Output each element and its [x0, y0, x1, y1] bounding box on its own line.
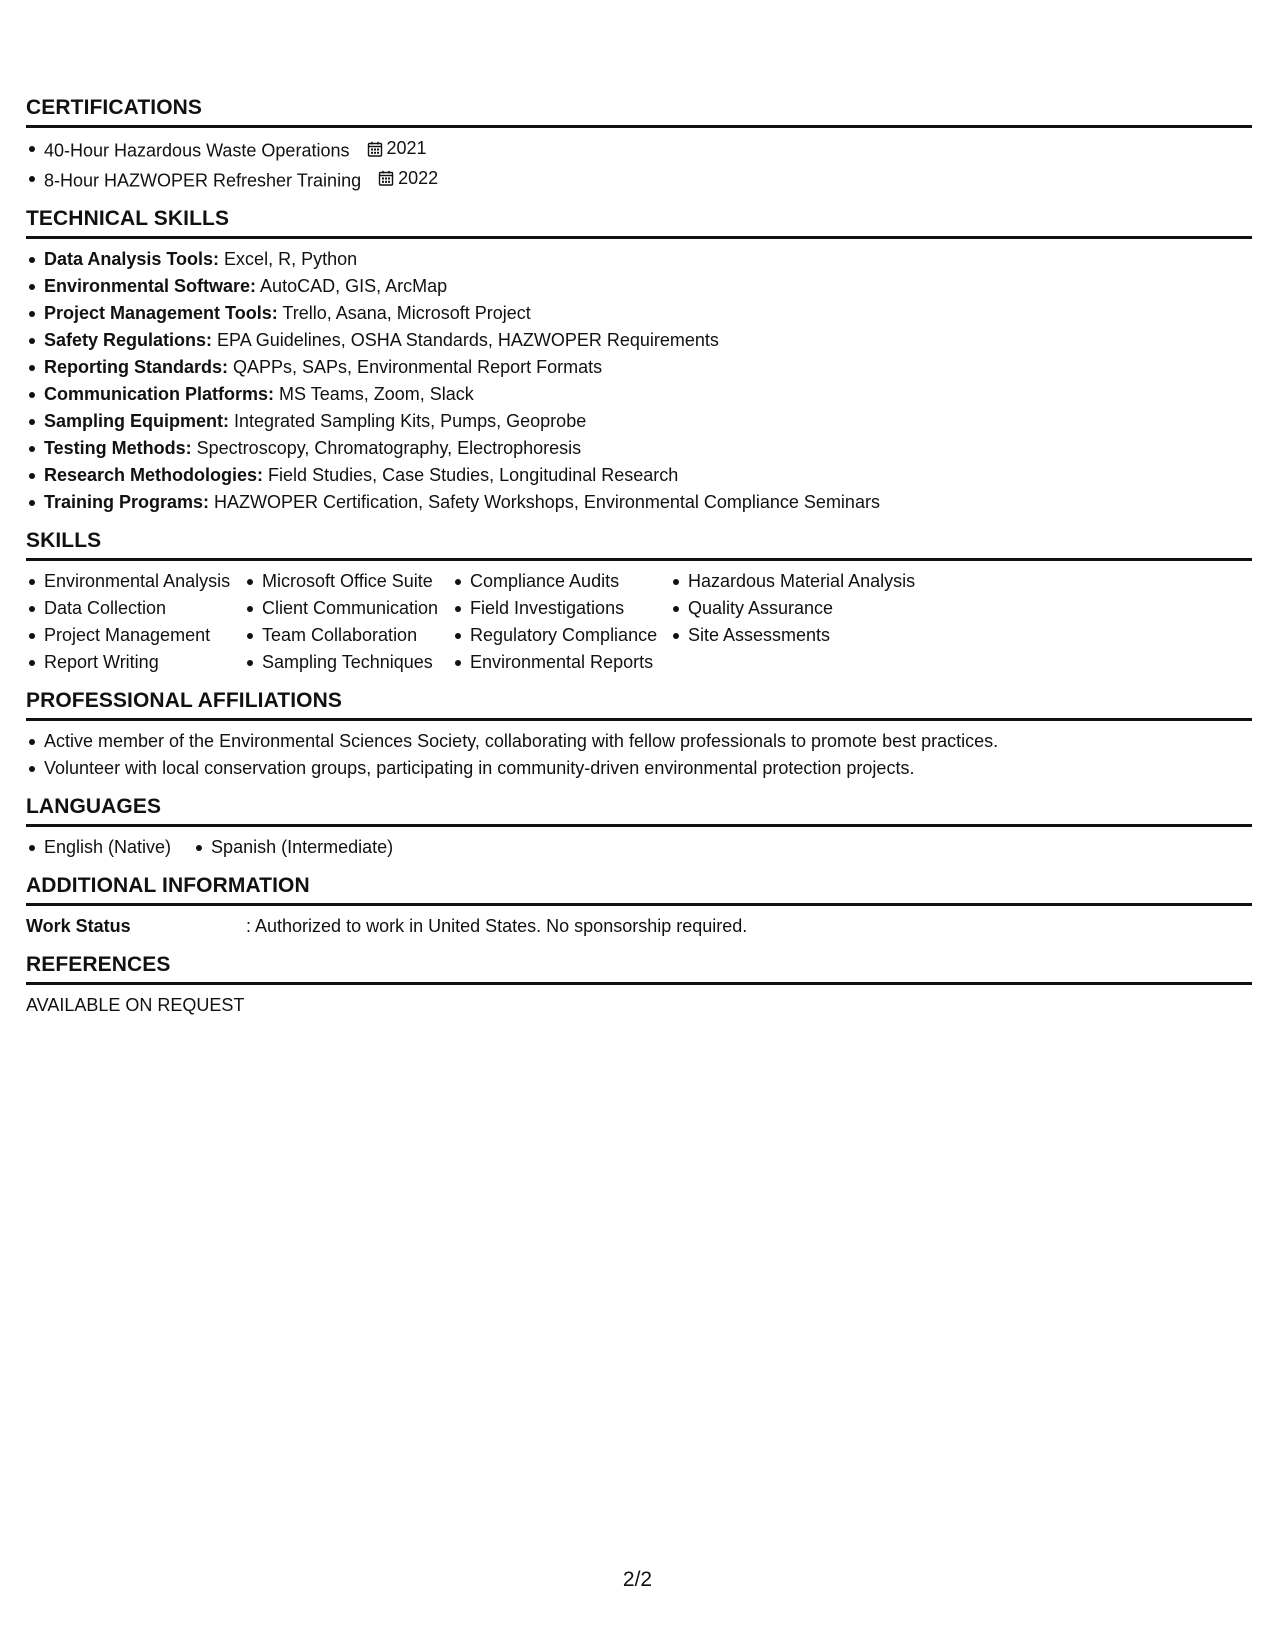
technical-skill-label: Research Methodologies:: [44, 465, 264, 485]
page-number: 2/2: [622, 1568, 653, 1591]
technical-skill-label: Reporting Standards:: [44, 357, 229, 377]
technical-skill-value: AutoCAD, GIS, ArcMap: [256, 276, 448, 296]
technical-skill-item: [26, 435, 1252, 462]
technical-skill-item: [26, 327, 1252, 354]
calendar-icon: [367, 141, 383, 157]
additional-info-section: [26, 873, 1252, 940]
skills-column: [26, 568, 244, 676]
certification-name: 8-Hour HAZWOPER Refresher Training: [44, 170, 362, 190]
work-status-label: Work Status: [26, 916, 131, 936]
technical-skill-label: Environmental Software:: [44, 276, 257, 296]
technical-skill-item: [26, 300, 1252, 327]
technical-skill-value: Field Studies, Case Studies, Longitudinal Research: [263, 465, 679, 485]
languages-section: [26, 794, 1252, 861]
references-text: AVAILABLE ON REQUEST: [26, 995, 245, 1015]
skill-item: Quality Assurance: [670, 595, 930, 622]
languages-list: [26, 834, 1252, 861]
technical-skill-value: Spectroscopy, Chromatography, Electrophoresis: [191, 438, 582, 458]
certification-year: 2021: [386, 138, 427, 158]
section-title-additional-info: ADDITIONAL INFORMATION: [26, 873, 1252, 906]
certification-name: 40-Hour Hazardous Waste Operations: [44, 140, 350, 161]
technical-skill-value: Excel, R, Python: [219, 249, 358, 269]
skills-column: [244, 568, 452, 676]
work-status-row: [26, 913, 1252, 940]
skill-item: Compliance Audits: [452, 568, 670, 595]
certification-year: 2022: [398, 167, 439, 188]
technical-skill-label: Communication Platforms:: [44, 384, 275, 404]
certification-date: [367, 135, 427, 162]
certifications-list: [26, 135, 1252, 194]
section-title-affiliations: PROFESSIONAL AFFILIATIONS: [26, 688, 1252, 721]
calendar-icon: [378, 170, 394, 186]
technical-skill-value: Trello, Asana, Microsoft Project: [277, 303, 531, 323]
technical-skill-item: [26, 273, 1252, 300]
resume-page: [26, 95, 1252, 1031]
technical-skill-label: Training Programs:: [44, 492, 210, 512]
skill-item: Environmental Analysis: [26, 568, 244, 595]
technical-skill-item: [26, 489, 1252, 516]
work-status-value: : Authorized to work in United States. No sponsorship required.: [246, 916, 748, 936]
technical-skill-value: MS Teams, Zoom, Slack: [274, 384, 474, 404]
skill-item: Data Collection: [26, 595, 244, 622]
skill-item: Microsoft Office Suite: [244, 568, 452, 595]
technical-skills-list: [26, 246, 1252, 516]
section-title-languages: LANGUAGES: [26, 794, 1252, 827]
affiliation-item: Volunteer with local conservation groups, participating in community-driven environmental protection projects.: [26, 755, 1252, 782]
technical-skill-value: HAZWOPER Certification, Safety Workshops, Environmental Compliance Seminars: [209, 492, 880, 512]
references-section: [26, 952, 1252, 1019]
skill-item: Regulatory Compliance: [452, 622, 670, 649]
language-item: English (Native): [26, 834, 171, 861]
skill-item: Project Management: [26, 622, 244, 649]
skill-item: Field Investigations: [452, 595, 670, 622]
skills-column: [452, 568, 670, 676]
skills-section: [26, 528, 1252, 676]
technical-skill-item: [26, 354, 1252, 381]
technical-skill-item: [26, 462, 1252, 489]
certifications-section: [26, 95, 1252, 194]
certification-date: [378, 165, 438, 192]
section-title-skills: SKILLS: [26, 528, 1252, 561]
technical-skill-label: Safety Regulations:: [44, 330, 213, 350]
language-item: Spanish (Intermediate): [193, 834, 393, 861]
section-title-technical-skills: TECHNICAL SKILLS: [26, 206, 1252, 239]
skill-item: Report Writing: [26, 649, 244, 676]
affiliations-list: [26, 728, 1252, 782]
certification-item: [26, 135, 1252, 165]
technical-skill-item: [26, 408, 1252, 435]
skills-grid: [26, 568, 1252, 676]
skill-item: Team Collaboration: [244, 622, 452, 649]
skills-column: [670, 568, 930, 676]
technical-skill-label: Testing Methods:: [44, 438, 192, 458]
technical-skill-value: EPA Guidelines, OSHA Standards, HAZWOPER Requirements: [212, 330, 719, 350]
skill-item: Hazardous Material Analysis: [670, 568, 930, 595]
technical-skills-section: [26, 206, 1252, 516]
technical-skill-label: Sampling Equipment:: [44, 411, 230, 431]
technical-skill-value: Integrated Sampling Kits, Pumps, Geoprobe: [229, 411, 587, 431]
skill-item: Site Assessments: [670, 622, 930, 649]
section-title-references: REFERENCES: [26, 952, 1252, 985]
technical-skill-label: Data Analysis Tools:: [44, 249, 220, 269]
affiliation-item: Active member of the Environmental Sciences Society, collaborating with fellow professionals to promote best practices.: [26, 728, 1252, 755]
affiliations-section: [26, 688, 1252, 782]
skill-item: Environmental Reports: [452, 649, 670, 676]
skill-item: Client Communication: [244, 595, 452, 622]
technical-skill-item: [26, 381, 1252, 408]
technical-skill-item: [26, 246, 1252, 273]
section-title-certifications: CERTIFICATIONS: [26, 95, 1252, 128]
technical-skill-label: Project Management Tools:: [44, 303, 278, 323]
certification-item: [26, 165, 1252, 195]
technical-skill-value: QAPPs, SAPs, Environmental Report Formats: [228, 357, 603, 377]
skill-item: Sampling Techniques: [244, 649, 452, 676]
